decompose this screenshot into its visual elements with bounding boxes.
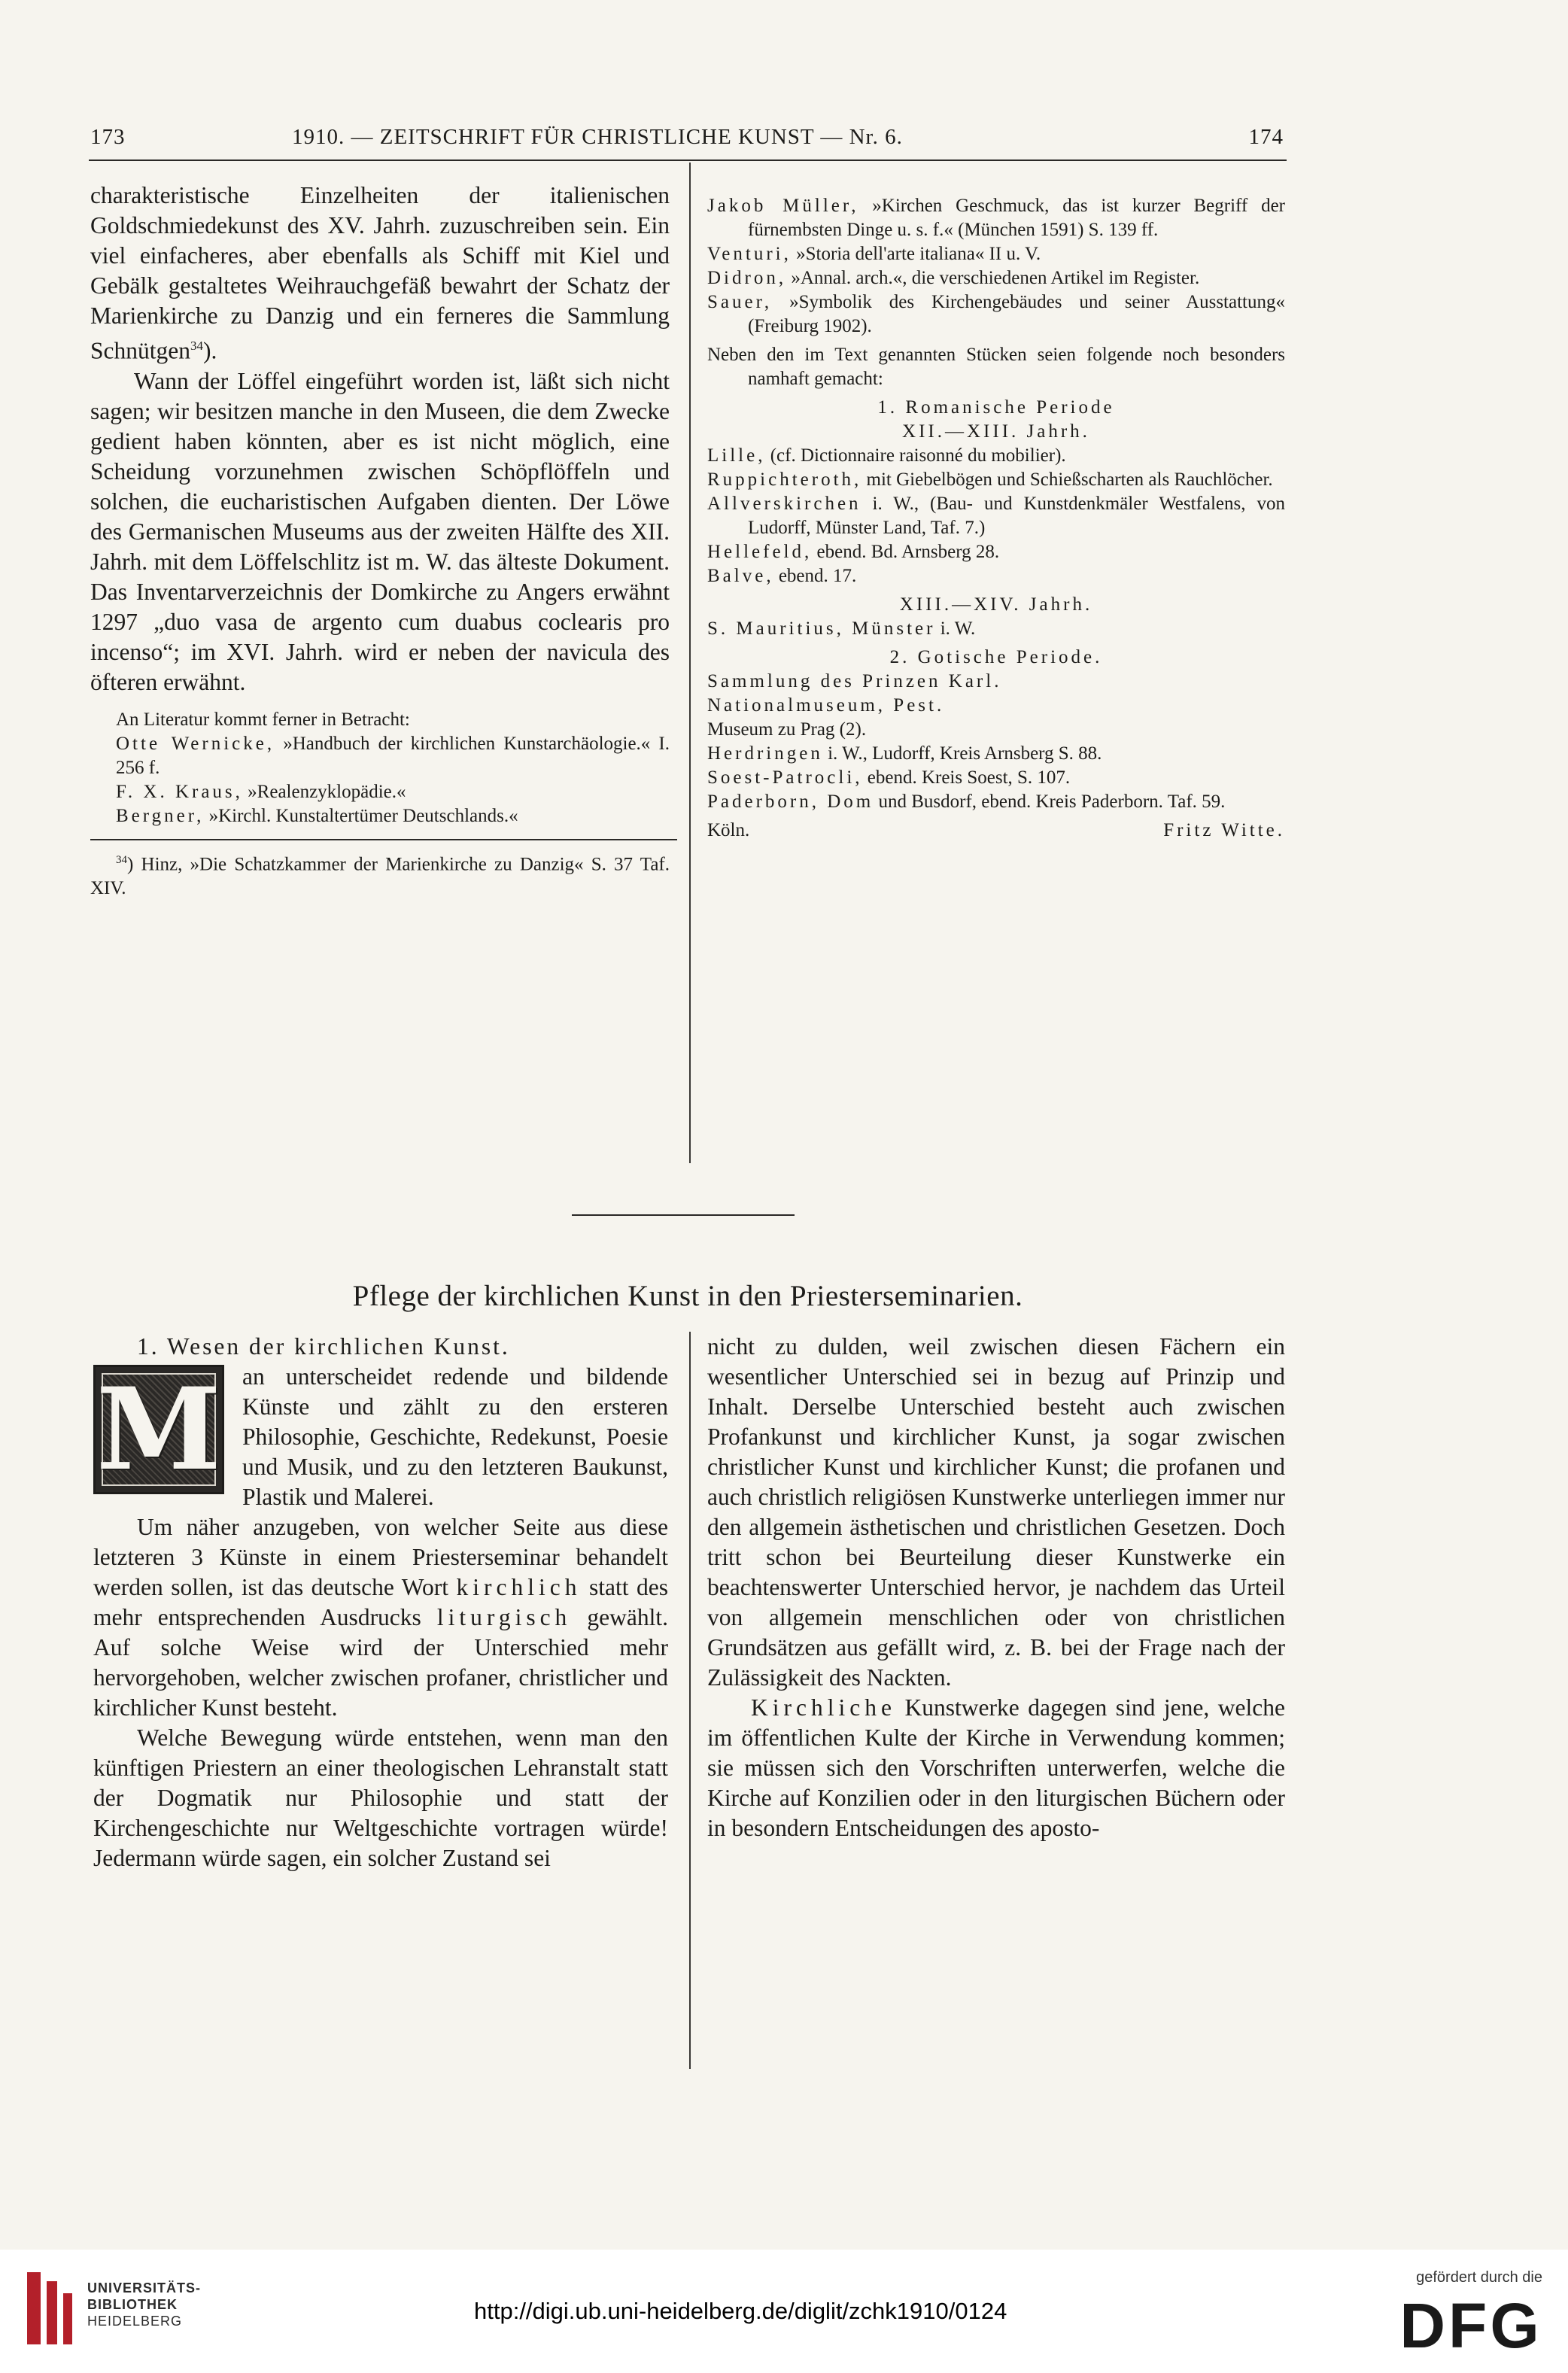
permalink[interactable]: http://digi.ub.uni-heidelberg.de/diglit/zchk1910/0124 [474,2298,1007,2324]
footnote-rule [90,839,677,840]
object-item: Nationalmuseum, Pest. [707,695,945,716]
object-item: Balve, ebend. 17. [707,566,857,586]
svg-text:DFG: DFG [1399,2293,1542,2355]
bib-entry: Jakob Müller, »Kirchen Geschmuck, das ist kurzer Begriff der fürnembsten Dinge u. s. f.« (München 1591) S. 139 ff. [707,196,1285,240]
upper-right-column [707,194,1285,843]
paragraph-terms: Um näher anzugeben, von welcher Seite aus diese letzteren 3 Künste in einem Priesterseminar behandelt werden sollen, ist das deutsche Wort kirchlich statt des mehr entsprechenden Ausdrucks liturgisch gewählt. Auf solche Weise wird der Unterschied mehr hervorgehoben, welcher zwischen profaner, christlicher und kirchlicher Kunst besteht. [93,1514,668,1721]
initial-ornament [96,1363,222,1496]
literature-item: Otte Wernicke, »Handbuch der kirchlichen Kunstarchäologie.« I. 256 f. [116,733,670,778]
literature-item: Bergner, »Kirchl. Kunstaltertümer Deutschlands.« [116,805,518,826]
objects-intro: Neben den im Text genannten Stücken seien folgende noch besonders namhaft gemacht: [707,345,1285,389]
paragraph-movement: Welche Bewegung würde entstehen, wenn man den künftigen Priestern an einer theologischen Lehranstalt statt der Dogmatik nur Philosophie und statt der Kirchengeschichte nur Weltgeschichte vortragen würde! Jedermann würde sagen, ein solcher Zustand sei [93,1724,668,1871]
upper-left-column [90,181,670,901]
article-left-column [93,1332,668,1873]
section-separator [572,1214,795,1216]
literature-list [90,708,670,828]
page-number-right: 174 [1248,125,1284,149]
object-item: Ruppichteroth, mit Giebelbögen und Schießscharten als Rauchlöcher. [707,469,1273,490]
footnote: $^{34}$) Hinz, »Die Schatzkammer der Marienkirche zu Danzig« S. 37 Taf. XIV. [90,853,670,898]
initial-letter: M [96,1363,222,1496]
paragraph-spoon: Wann der Löffel eingeführt worden ist, läßt sich nicht sagen; wir besitzen manche in den Museen, die dem Zwecke gedient haben könnten, aber es ist nicht möglich, eine Scheidung vorzunehmen zwischen Schöpflöffeln und solchen, die eucharistischen Aufgaben dienten. Der Löwe des Germanischen Museums aus der zweiten Hälfte des XII. Jahrh. mit dem Löffelschlitz ist m. W. das älteste Dokument. Das Inventarverzeichnis der Domkirche zu Angers erwähnt 1297 „duo vasa de argento cum duabus coclearis pro incenso“; im XVI. Jahrh. wird er neben der navicula des öfteren erwähnt. [90,367,670,695]
signature-name: Fritz Witte. [1163,820,1285,840]
object-item: Herdringen i. W., Ludorff, Kreis Arnsberg S. 88. [707,743,1102,764]
paragraph-difference: nicht zu dulden, weil zwischen diesen Fächern ein wesentlicher Unterschied sei in bezug auf Prinzip und Inhalt. Derselbe Unterschied besteht auch zwischen Profankunst und kirchlicher Kunst, ja sogar zwischen christlicher Kunst und kirchlicher Kunst; die profanen und auch christlich religiösen Kunstwerke unterliegen immer nur den allgemein ästhetischen und christlichen Gesetzen. Doch tritt schon bei Beurteilung dieser Kunstwerke ein beachtenswerter Unterschied hervor, je nachdem das Urteil von allgemein menschlichen oder von christlichen Grundsätzen aus gefällt wird, z. B. bei der Frage nach der Zulässigkeit des Nackten. [707,1333,1285,1691]
period-heading: 1. Romanische Periode [877,397,1115,418]
running-header [89,114,1287,161]
column-divider-lower [689,1332,691,2069]
literature-item: F. X. Kraus, »Realenzyklopädie.« [116,781,406,802]
literature-lead: An Literatur kommt ferner in Betracht: [116,709,410,730]
paragraph-vessels: charakteristische Einzelheiten der italienischen Goldschmiedekunst des XV. Jahrh. zuzuschreiben sein. Ein viel einfacheres, aber ebenfalls als Schiff mit Kiel und Gebälk gestaltetes Weihrauchgefäß bewahrt der Schatz der Marienkirche zu Danzig und ein ferneres die Sammlung Schnütgen$^{34}$). [90,182,670,364]
bib-entry: Venturi, »Storia dell'arte italiana« II u. V. [707,244,1041,264]
author-signature [707,819,1285,843]
article-right-column [707,1332,1285,1843]
article-title: Pflege der kirchlichen Kunst in den Priesterseminarien. [352,1280,1023,1312]
library-name: UNIVERSITÄTS- BIBLIOTHEK HEIDELBERG [87,2280,202,2329]
university-library-logo [27,2272,80,2344]
funding-note: gefördert durch die [1416,2269,1542,2286]
viewer-footer [0,2250,1568,2373]
object-item: Soest-Patrocli, ebend. Kreis Soest, S. 107. [707,767,1071,788]
object-item: S. Mauritius, Münster i. W. [707,618,976,639]
object-item: Allverskirchen i. W., (Bau- und Kunstdenkmäler Westfalens, von Ludorff, Münster Land, Taf. 7.) [707,494,1285,538]
object-item: Paderborn, Dom und Busdorf, ebend. Kreis Paderborn. Taf. 59. [707,792,1226,812]
journal-title: 1910. — ZEITSCHRIFT FÜR CHRISTLICHE KUNST — Nr. 6. [292,125,903,149]
period-heading: 2. Gotische Periode. [889,647,1103,667]
signature-place: Köln. [707,820,750,840]
century-heading: XIII.—XIV. Jahrh. [899,594,1093,615]
page-number-left: 173 [90,125,126,149]
dfg-logo [1399,2293,1542,2355]
bib-entry: Sauer, »Symbolik des Kirchengebäudes und seiner Ausstattung« (Freiburg 1902). [707,292,1285,336]
paragraph-ecclesiastical: Kirchliche Kunstwerke dagegen sind jene, welche im öffentlichen Kulte der Kirche in Verwendung kommen; sie müssen sich den Vorschriften unterwerfen, welche die Kirche auf Konzilien oder in den liturgischen Büchern oder in besondern Entscheidungen des aposto- [707,1694,1285,1841]
bib-entry: Didron, »Annal. arch.«, die verschiedenen Artikel im Register. [707,268,1200,288]
object-item: Museum zu Prag (2). [707,719,867,740]
paragraph-arts: an unterscheidet redende und bildende Künste und zählt zu den ersteren Philosophie, Geschichte, Redekunst, Poesie und Musik, und zu den letzteren Baukunst, Plastik und Malerei. [242,1363,668,1510]
section-heading: 1. Wesen der kirchlichen Kunst. [137,1333,510,1360]
decorated-initial [93,1365,224,1494]
column-divider-upper [689,163,691,1163]
object-item: Hellefeld, ebend. Bd. Arnsberg 28. [707,542,1000,562]
object-item: Lille, (cf. Dictionnaire raisonné du mobilier). [707,445,1066,466]
object-item: Sammlung des Prinzen Karl. [707,671,1002,691]
century-heading: XII.—XIII. Jahrh. [902,421,1090,442]
